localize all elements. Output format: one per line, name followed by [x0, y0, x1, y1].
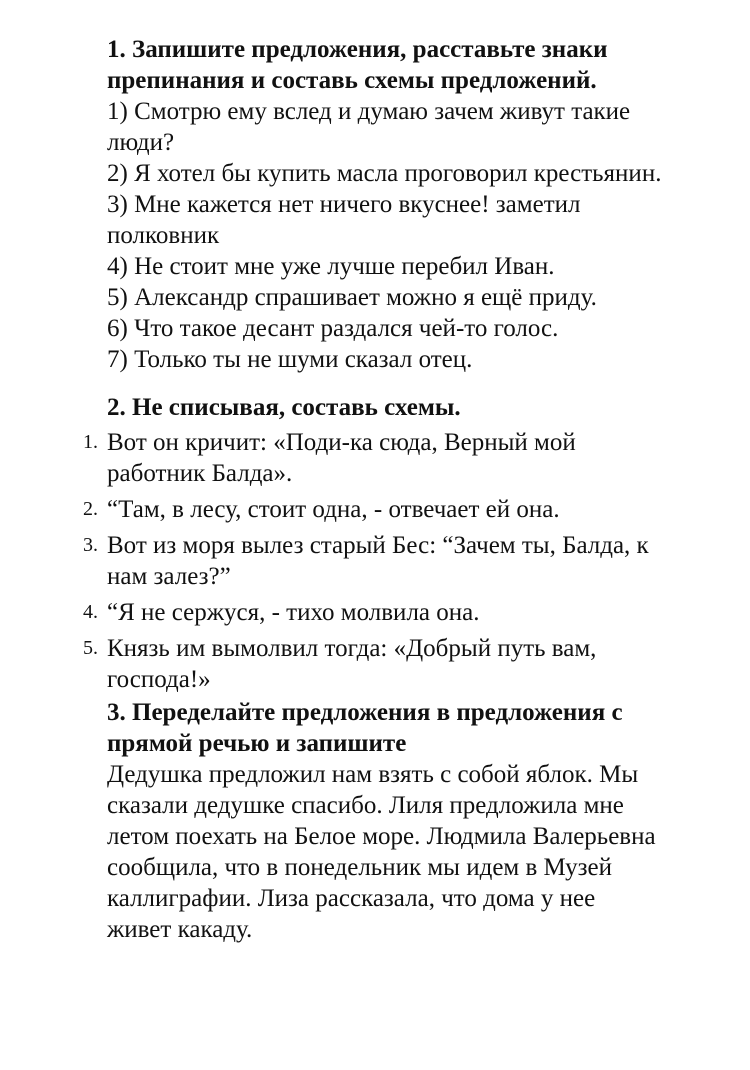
section-2 [83, 392, 727, 695]
list-item [83, 597, 727, 628]
section-3-line: каллиграфии. Лиза рассказала, что дома у нее [107, 885, 596, 912]
section-1-line: 7) Только ты не шуми сказал отец. [107, 346, 473, 373]
list-item [83, 633, 727, 695]
section-1-line: 1) Смотрю ему вслед и думаю зачем живут такие [107, 98, 631, 125]
list-item-text: нам залез?” [107, 563, 231, 590]
section-3-line: летом поехать на Белое море. Людмила Валерьевна [107, 823, 656, 850]
list-item [83, 494, 727, 525]
list-item-number: 2. [83, 498, 98, 520]
numbered-list [83, 427, 727, 695]
list-item [83, 427, 727, 489]
section-3 [107, 697, 727, 945]
section-1-line: 3) Мне кажется нет ничего вкуснее! заметил [107, 191, 581, 218]
section-3-heading: 3. Переделайте предложения в предложения с [107, 699, 623, 726]
section-1-line: полковник [107, 222, 220, 249]
list-item-number: 3. [83, 534, 98, 556]
list-item-text: Вот он кричит: «Поди-ка сюда, Верный мой [107, 429, 576, 456]
document-page [83, 34, 727, 945]
section-1-line: люди? [107, 129, 175, 156]
section-1-line: 2) Я хотел бы купить масла проговорил крестьянин. [107, 160, 662, 187]
list-item-text: “Там, в лесу, стоит одна, - отвечает ей она. [107, 496, 560, 523]
section-1-line: 6) Что такое десант раздался чей-то голос. [107, 315, 559, 342]
list-item-text: работник Балда». [107, 460, 293, 487]
section-1-heading: 1. Запишите предложения, расставьте знаки [107, 36, 608, 63]
list-item-number: 4. [83, 601, 98, 623]
list-item-number: 5. [83, 637, 98, 659]
list-item-text: Князь им вымолвил тогда: «Добрый путь вам, [107, 635, 597, 662]
list-item-number: 1. [83, 431, 98, 453]
section-1-heading-cont: препинания и составь схемы предложений. [107, 67, 597, 94]
list-item [83, 530, 727, 592]
section-3-line: сказали дедушке спасибо. Лиля предложила мне [107, 792, 624, 819]
list-item-text: Вот из моря вылез старый Бес: “Зачем ты, Балда, к [107, 532, 649, 559]
section-1-line: 5) Александр спрашивает можно я ещё приду. [107, 284, 597, 311]
list-item-text: господа!» [107, 666, 211, 693]
section-3-heading-cont: прямой речью и запишите [107, 730, 407, 757]
section-3-line: Дедушка предложил нам взять с собой яблок. Мы [107, 761, 639, 788]
section-1 [107, 34, 727, 375]
list-item-text: “Я не сержуся, - тихо молвила она. [107, 599, 480, 626]
section-1-line: 4) Не стоит мне уже лучше перебил Иван. [107, 253, 555, 280]
section-2-heading: 2. Не списывая, составь схемы. [107, 394, 461, 421]
section-3-line: сообщила, что в понедельник мы идем в Музей [107, 854, 613, 881]
section-3-line: живет какаду. [107, 916, 253, 943]
